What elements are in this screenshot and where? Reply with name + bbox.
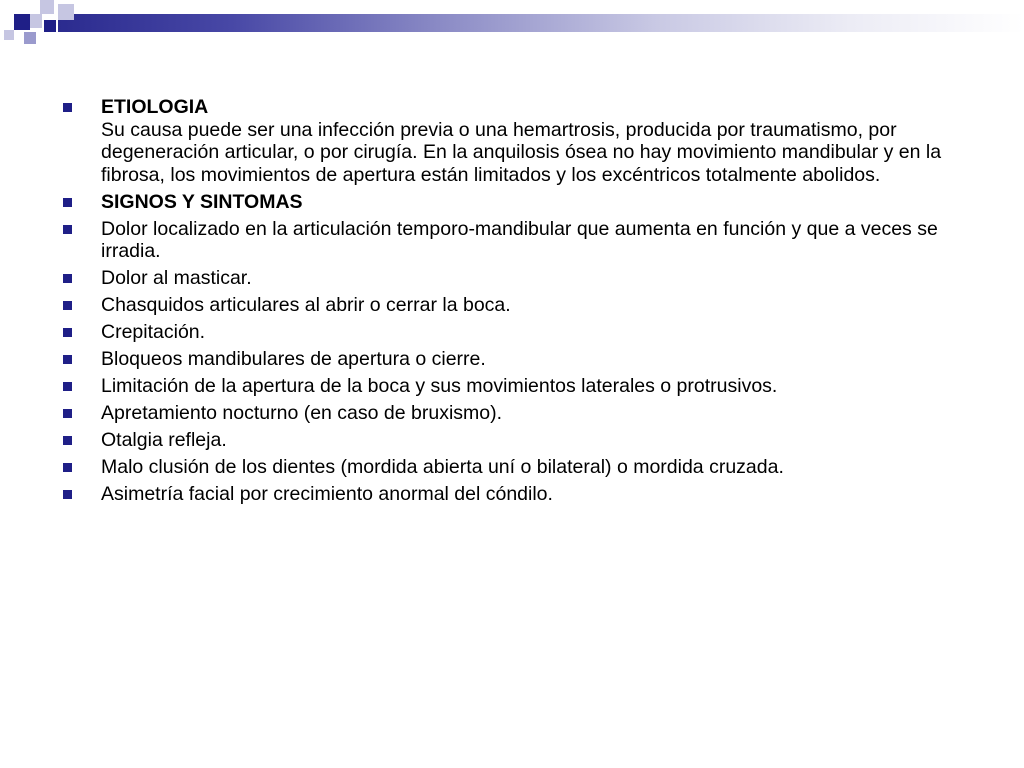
square-bullet-icon <box>63 436 72 445</box>
bullet-item-etiologia <box>60 96 970 186</box>
bullet-heading: ETIOLOGIA <box>101 96 209 118</box>
square-bullet-icon <box>63 103 72 112</box>
list-item <box>60 218 970 263</box>
square-bullet-icon <box>63 328 72 337</box>
square-bullet-icon <box>63 490 72 499</box>
list-item <box>60 294 970 317</box>
list-item <box>60 429 970 452</box>
bullet-text: Su causa puede ser una infección previa o una hemartrosis, producida por traumatismo, por degeneración articular, o por cirugía. En la anquilosis ósea no hay movimiento mandibular y en la fibrosa, los movimientos de apertura están limitados y los excéntricos totalmente abolidos. <box>101 118 942 186</box>
bullet-text: Asimetría facial por crecimiento anormal del cóndilo. <box>101 483 553 505</box>
square-bullet-icon <box>63 225 72 234</box>
bullet-text: Apretamiento nocturno (en caso de bruxismo). <box>101 402 503 424</box>
square-bullet-icon <box>63 463 72 472</box>
bullet-text: Chasquidos articulares al abrir o cerrar la boca. <box>101 294 511 316</box>
bullet-heading: SIGNOS Y SINTOMAS <box>101 190 303 213</box>
bullet-text: Crepitación. <box>101 321 206 343</box>
square-bullet-icon <box>63 274 72 283</box>
list-item <box>60 402 970 425</box>
decor-square <box>24 32 36 44</box>
header-gradient-bar <box>58 14 1024 32</box>
bullet-text: Limitación de la apertura de la boca y sus movimientos laterales o protrusivos. <box>101 375 778 397</box>
decor-square <box>4 30 14 40</box>
bullet-text: Otalgia refleja. <box>101 429 227 451</box>
square-bullet-icon <box>63 409 72 418</box>
slide-content <box>60 96 970 510</box>
square-bullet-icon <box>63 301 72 310</box>
header-decoration <box>0 0 1024 40</box>
bullet-item-signos <box>60 191 970 214</box>
decor-square <box>14 14 30 30</box>
decor-square <box>58 4 74 20</box>
list-item <box>60 321 970 344</box>
decor-square <box>44 20 56 32</box>
list-item <box>60 483 970 506</box>
decor-square <box>40 0 54 14</box>
list-item <box>60 375 970 398</box>
bullet-text: Bloqueos mandibulares de apertura o cierre. <box>101 348 486 370</box>
square-bullet-icon <box>63 382 72 391</box>
list-item <box>60 456 970 479</box>
decor-square <box>30 14 42 28</box>
bullet-text: Malo clusión de los dientes (mordida abierta uní o bilateral) o mordida cruzada. <box>101 456 784 478</box>
square-bullet-icon <box>63 355 72 364</box>
list-item <box>60 267 970 290</box>
bullet-text: Dolor localizado en la articulación temporo-mandibular que aumenta en función y que a veces se irradia. <box>101 217 938 262</box>
bullet-list <box>60 96 970 506</box>
list-item <box>60 348 970 371</box>
square-bullet-icon <box>63 198 72 207</box>
bullet-text: Dolor al masticar. <box>101 267 252 289</box>
